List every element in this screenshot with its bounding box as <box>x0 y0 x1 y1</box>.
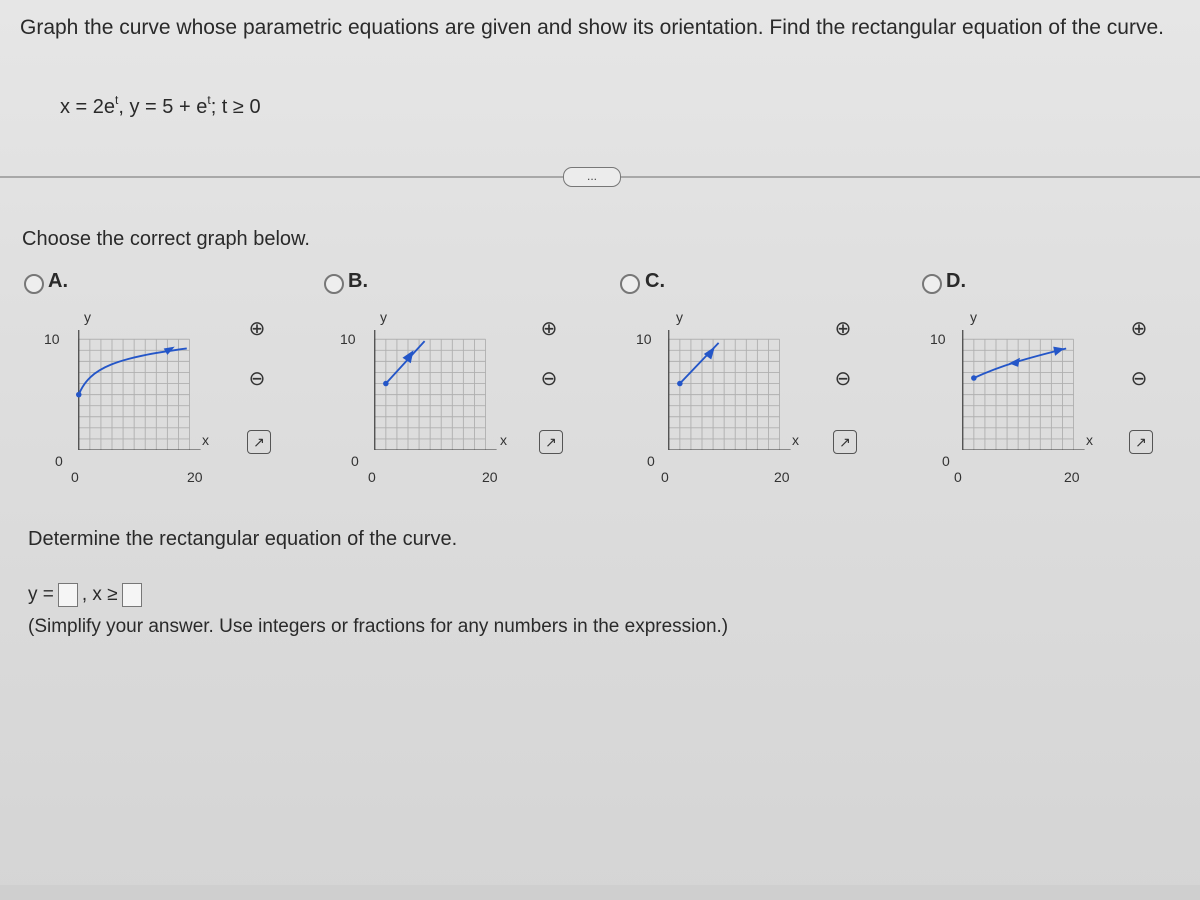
zoom-out-icon[interactable]: ⊖ <box>248 367 266 390</box>
question-text: Graph the curve whose parametric equations are given and show its orientation. Find the rectangular equation of the curve. <box>20 16 1164 39</box>
answer-row <box>28 583 142 607</box>
y-axis-label: y <box>380 309 387 325</box>
option-a-label[interactable]: A. <box>48 270 68 292</box>
hint-text: (Simplify your answer. Use integers or fractions for any numbers in the expression.) <box>28 616 729 637</box>
option-d-label[interactable]: D. <box>946 270 966 292</box>
y-tick-10: 10 <box>636 331 652 347</box>
y-tick-10: 10 <box>340 331 356 347</box>
zoom-out-icon[interactable]: ⊖ <box>1130 367 1148 390</box>
eq-condition: ; t ≥ 0 <box>210 96 261 118</box>
graph-d[interactable] <box>950 330 1090 450</box>
x-axis-label: x <box>1086 432 1093 448</box>
answer-prefix: y = <box>28 584 54 605</box>
more-button[interactable]: ... <box>563 167 621 187</box>
expand-icon[interactable]: ↗ <box>833 430 857 454</box>
determine-label: Determine the rectangular equation of the curve. <box>28 528 458 550</box>
expand-icon[interactable]: ↗ <box>539 430 563 454</box>
x-tick-0: 0 <box>954 469 962 485</box>
zoom-in-icon[interactable]: ⊕ <box>248 317 266 340</box>
x-axis-label: x <box>792 432 799 448</box>
x-tick-0: 0 <box>368 469 376 485</box>
y-tick-10: 10 <box>930 331 946 347</box>
bottom-band <box>0 885 1200 900</box>
y-axis-label: y <box>84 309 91 325</box>
graph-c[interactable] <box>656 330 796 450</box>
x-tick-20: 20 <box>1064 469 1080 485</box>
y-axis-label: y <box>676 309 683 325</box>
option-a-radio[interactable] <box>24 274 44 294</box>
zoom-out-icon[interactable]: ⊖ <box>540 367 558 390</box>
x-axis-label: x <box>500 432 507 448</box>
x-tick-0: 0 <box>71 469 79 485</box>
x-axis-label: x <box>202 432 209 448</box>
y-tick-0: 0 <box>942 453 950 469</box>
option-b-radio[interactable] <box>324 274 344 294</box>
y-axis-label: y <box>970 309 977 325</box>
expand-icon[interactable]: ↗ <box>247 430 271 454</box>
eq-x-exponent: t <box>115 93 119 107</box>
zoom-in-icon[interactable]: ⊕ <box>1130 317 1148 340</box>
option-b-label[interactable]: B. <box>348 270 368 292</box>
expand-icon[interactable]: ↗ <box>1129 430 1153 454</box>
y-tick-0: 0 <box>647 453 655 469</box>
y-tick-0: 0 <box>55 453 63 469</box>
option-d-radio[interactable] <box>922 274 942 294</box>
graph-a[interactable] <box>66 330 206 450</box>
choose-label: Choose the correct graph below. <box>22 228 310 250</box>
answer-mid: , x ≥ <box>81 584 118 605</box>
x-tick-20: 20 <box>774 469 790 485</box>
eq-y: , y = 5 + e <box>118 96 208 118</box>
eq-y-exponent: t <box>207 93 211 107</box>
x-tick-20: 20 <box>187 469 203 485</box>
y-answer-input[interactable] <box>58 583 78 607</box>
option-c-label[interactable]: C. <box>645 270 665 292</box>
x-tick-20: 20 <box>482 469 498 485</box>
parametric-equations <box>60 93 261 119</box>
graph-b[interactable] <box>362 330 502 450</box>
x-tick-0: 0 <box>661 469 669 485</box>
eq-x: x = 2e <box>60 96 116 118</box>
y-tick-0: 0 <box>351 453 359 469</box>
x-answer-input[interactable] <box>122 583 142 607</box>
zoom-in-icon[interactable]: ⊕ <box>540 317 558 340</box>
y-tick-10: 10 <box>44 331 60 347</box>
zoom-in-icon[interactable]: ⊕ <box>834 317 852 340</box>
zoom-out-icon[interactable]: ⊖ <box>834 367 852 390</box>
option-c-radio[interactable] <box>620 274 640 294</box>
